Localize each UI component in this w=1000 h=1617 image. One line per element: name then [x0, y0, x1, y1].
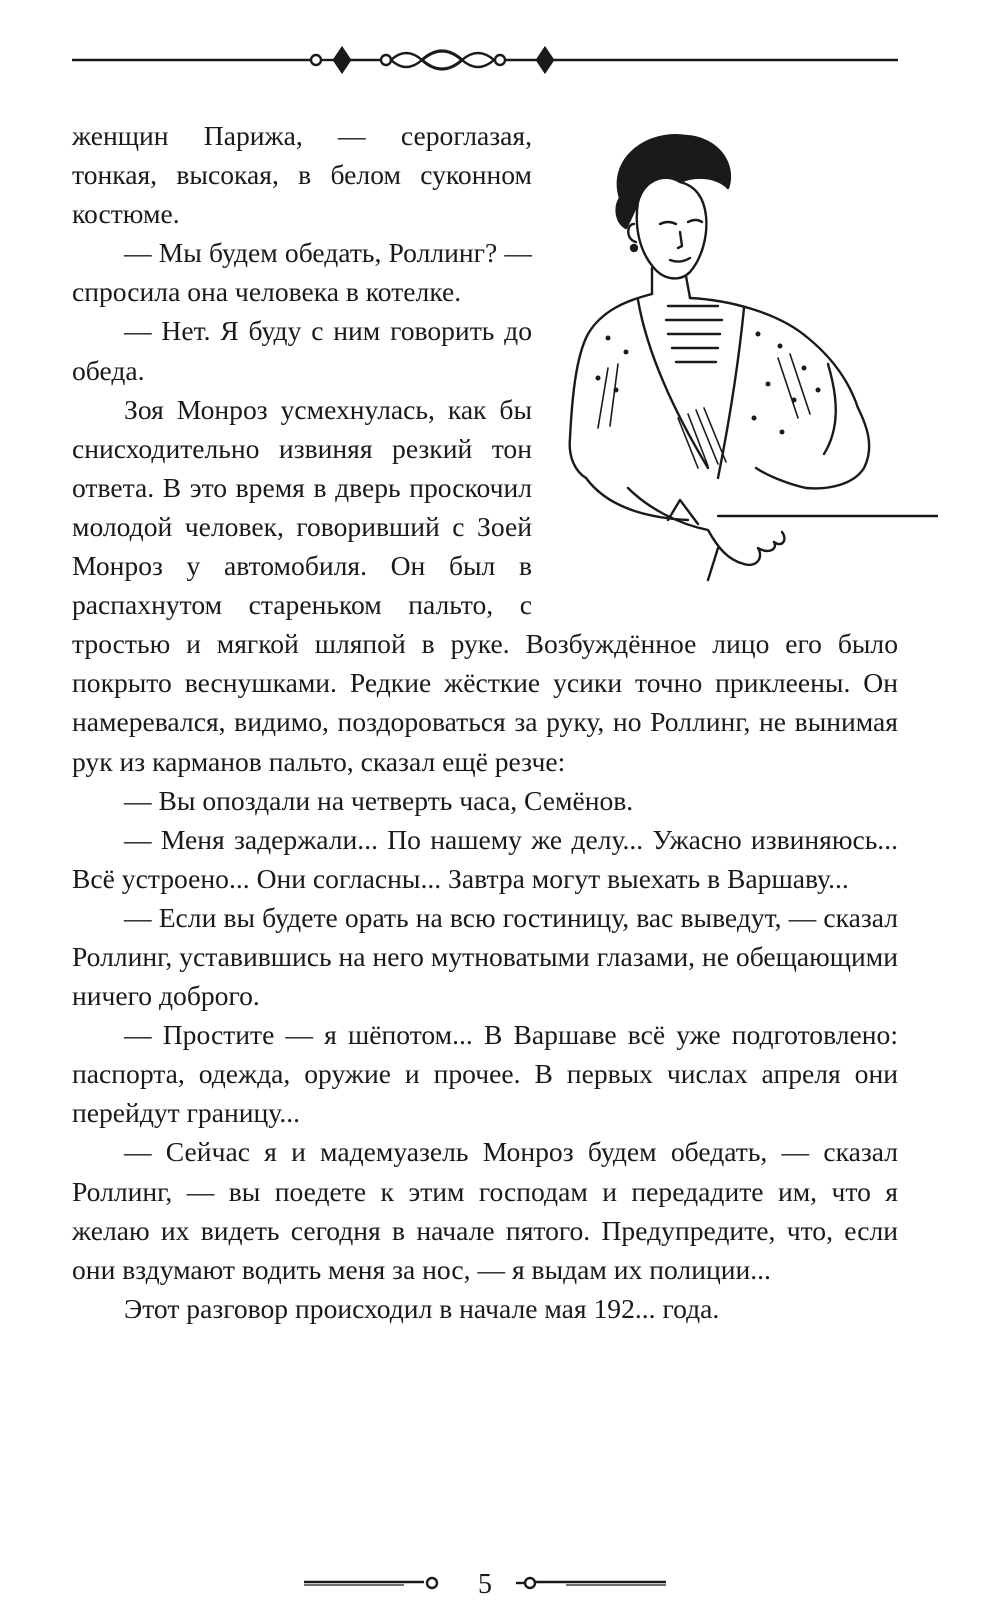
paragraph: — Простите — я шёпотом... В Варшаве всё уже подготовлено: паспорта, одежда, оружие и прочее. В первых числах апреля они перейдут границу... — [72, 1019, 898, 1129]
page-body-text — [72, 116, 898, 1328]
top-ornament-divider — [72, 40, 898, 80]
illustration-float-spacer — [532, 390, 898, 620]
page-number: 5 — [478, 1569, 492, 1600]
paragraph — [72, 390, 898, 781]
paragraph: — Меня задержали... По нашему же делу... Ужасно извиняюсь... Всё устроено... Они согласны... Завтра могут выехать в Варшаву... — [72, 823, 898, 894]
paragraph-text: Зоя Монроз усмехнулась, как бы снисходительно извиняя резкий тон ответа. В это время в дверь проскочил молодой человек, говоривший с Зоей Монроз у автомобиля. Он был в распахнутом стареньком пальто, с тростью и мягкой шляпой в руке. Возбуждённое лицо его было покрыто веснушками. Редкие жёсткие усики точно приклеены. Он намеревался, видимо, поздороваться за руку, но Роллинг, не вынимая рук из карманов пальто, сказал ещё резче: — [72, 393, 898, 777]
paragraph: — Если вы будете орать на всю гостиницу, вас выведут, — сказал Роллинг, уставившись на него мутноватыми глазами, не обещающими ничего доброго. — [72, 901, 898, 1012]
paragraph: — Сейчас я и мадемуазель Монроз будем обедать, — сказал Роллинг, — вы поедете к этим господам и передадите им, что я желаю их видеть сегодня в начале пятого. Предупредите, что, если они вздумают водить меня за нос, — я выдам их полиции... — [72, 1136, 898, 1285]
paragraph: — Мы будем обедать, Роллинг? — спросила она человека в котелке. — [72, 237, 532, 308]
paragraph: — Нет. Я буду с ним говорить до обеда. — [72, 315, 532, 386]
paragraph: женщин Парижа, — сероглазая, тонкая, высокая, в белом суконном костюме. — [72, 120, 532, 230]
paragraph: Этот разговор происходил в начале мая 192... года. — [124, 1292, 720, 1324]
paragraph: — Вы опоздали на четверть часа, Семёнов. — [124, 784, 634, 816]
